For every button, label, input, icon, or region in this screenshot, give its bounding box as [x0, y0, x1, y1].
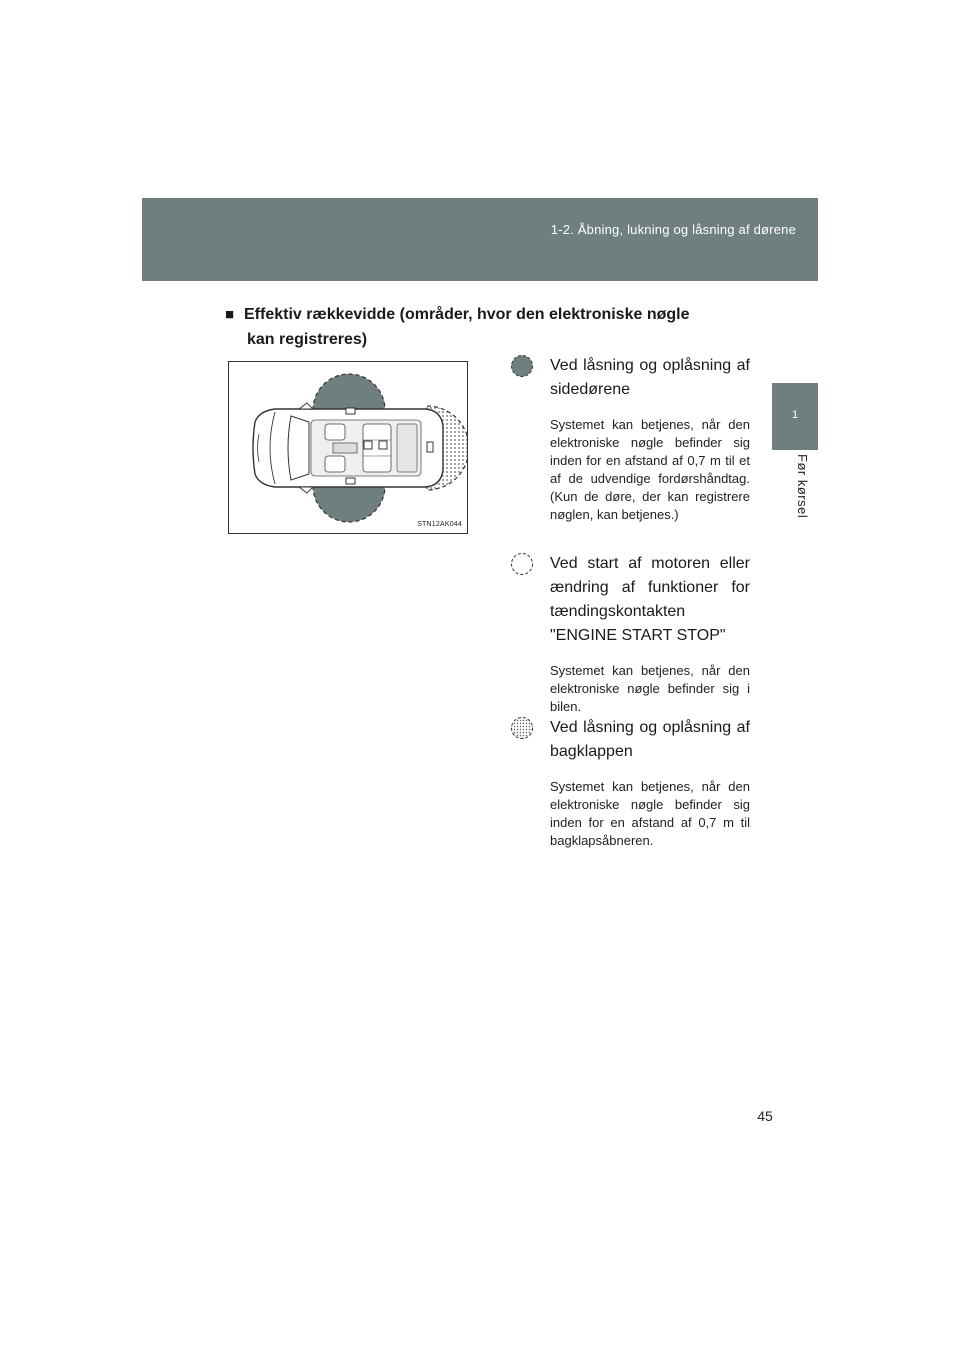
antenna-marker	[427, 442, 433, 452]
mirror	[299, 403, 313, 409]
square-bullet-icon: ■	[225, 306, 235, 323]
chapter-label: Før kørsel	[795, 454, 810, 519]
windshield	[288, 416, 309, 480]
legend-description: Systemet kan betjenes, når den elektroniske nøgle befinder sig i bilen.	[550, 663, 750, 714]
legend-description: Systemet kan betjenes, når den elektroniske nøgle befinder sig inden for en afstand af 0,7 m til et af de udvendige fordørshåndtag. (Kun de døre, der kan registrere nøglen, kan betjenes.)	[550, 417, 750, 522]
legend-item-engine-start	[510, 552, 750, 716]
interior-zone-icon	[510, 552, 534, 576]
legend-item-side-doors	[510, 354, 750, 524]
section-heading	[225, 302, 745, 352]
left-door-zone	[313, 374, 385, 410]
antenna-marker	[346, 408, 355, 414]
mirror	[299, 487, 313, 493]
heading-line-2: kan registreres)	[247, 331, 368, 348]
antenna-marker	[379, 441, 387, 449]
legend-item-tailgate	[510, 716, 750, 850]
dotted-zone-icon	[510, 716, 534, 740]
legend-title: Ved låsning og oplåsning af sidedørene	[550, 357, 750, 398]
antenna-marker	[346, 478, 355, 484]
center-console	[333, 443, 357, 453]
cargo-area	[397, 424, 417, 472]
heading-line-1: Effektiv rækkevidde (områder, hvor den elektroniske nøgle	[244, 306, 690, 323]
car-range-diagram	[229, 362, 467, 533]
page-number: 45	[757, 1108, 773, 1124]
antenna-marker	[364, 441, 372, 449]
solid-zone-icon	[510, 354, 534, 378]
figure-code: STN12AK044	[417, 521, 462, 528]
seat	[325, 424, 345, 440]
header-band	[142, 198, 818, 281]
legend-description: Systemet kan betjenes, når den elektroniske nøgle befinder sig inden for en afstand af 0,7 m til bagklapsåbneren.	[550, 779, 750, 848]
right-door-zone	[313, 486, 385, 522]
chapter-number: 1	[791, 409, 799, 421]
chapter-tab	[772, 383, 818, 450]
seat	[325, 456, 345, 472]
section-title: 1-2. Åbning, lukning og låsning af dørene	[550, 222, 796, 237]
range-figure	[228, 361, 468, 534]
legend-title: Ved start af motoren eller ændring af funktioner for tændingskontakten "ENGINE START STOP"	[550, 555, 750, 644]
legend-title: Ved låsning og oplåsning af bagklappen	[550, 719, 750, 760]
